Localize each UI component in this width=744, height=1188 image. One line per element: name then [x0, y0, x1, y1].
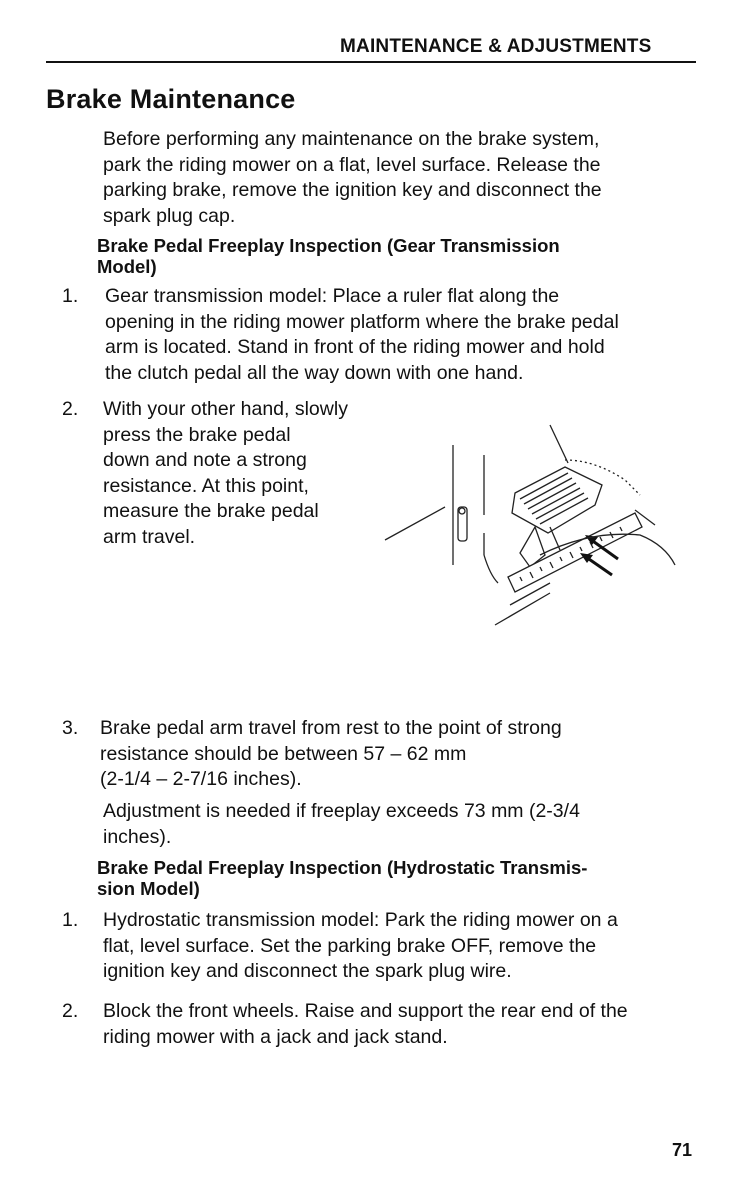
header-rule	[46, 61, 696, 63]
step-line: arm is located. Stand in front of the riding mower and hold	[105, 336, 605, 359]
gear-section-heading	[97, 235, 560, 277]
step-line: riding mower with a jack and jack stand.	[103, 1025, 448, 1048]
step-line: resistance. At this point,	[103, 474, 309, 497]
illus-leader-line	[550, 425, 568, 463]
step-line: the clutch pedal all the way down with one hand.	[105, 361, 524, 384]
hydro-step1-text	[103, 908, 618, 985]
heading-line: Model)	[97, 256, 157, 277]
gear-step1-text	[105, 284, 619, 386]
intro-line: park the riding mower on a flat, level surface. Release the	[103, 153, 601, 176]
step-line: With your other hand, slowly	[103, 398, 348, 420]
illus-rod-cap	[459, 508, 465, 514]
illus-ruler	[508, 513, 642, 592]
heading-line: Brake Pedal Freeplay Inspection (Gear Transmission	[97, 235, 560, 256]
step-line: Gear transmission model: Place a ruler flat along the	[105, 285, 560, 307]
gear-step3-note	[103, 799, 580, 850]
gear-step3-text	[100, 716, 562, 793]
gear-step3-number: 3.	[62, 717, 79, 739]
step-line: press the brake pedal	[103, 423, 291, 446]
heading-line: sion Model)	[97, 878, 200, 899]
step-line: measure the brake pedal	[103, 500, 319, 523]
step-line: resistance should be between 57 – 62 mm	[100, 742, 467, 765]
step-line: (2-1/4 – 2-7/16 inches).	[100, 768, 302, 791]
gear-step2-number: 2.	[62, 398, 79, 420]
step-line: Brake pedal arm travel from rest to the point of strong	[100, 717, 562, 739]
intro-line: Before performing any maintenance on the brake system,	[103, 128, 600, 150]
note-line: inches).	[103, 825, 172, 848]
hydro-step2-number: 2.	[62, 1000, 79, 1022]
step-line: flat, level surface. Set the parking brake OFF, remove the	[103, 934, 597, 957]
page-number: 71	[672, 1140, 693, 1160]
hydro-step2-text	[103, 999, 628, 1050]
note-line: Adjustment is needed if freeplay exceeds 73 mm (2-3/4	[103, 800, 580, 822]
illus-post-curve	[484, 555, 498, 583]
hydro-section-heading	[97, 857, 587, 899]
illus-pointer-line	[385, 507, 445, 540]
step-line: ignition key and disconnect the spark plug wire.	[103, 960, 512, 983]
section-header: MAINTENANCE & ADJUSTMENTS	[340, 36, 652, 57]
intro-line: spark plug cap.	[103, 204, 236, 227]
step-line: down and note a strong	[103, 449, 307, 472]
intro-paragraph	[103, 127, 602, 229]
page-title: Brake Maintenance	[46, 84, 296, 114]
gear-step1-number: 1.	[62, 285, 79, 307]
step-line: Block the front wheels. Raise and support the rear end of the	[103, 1000, 628, 1022]
intro-line: parking brake, remove the ignition key and disconnect the	[103, 179, 602, 202]
gear-step2-text	[103, 397, 348, 551]
step-line: arm travel.	[103, 525, 196, 548]
heading-line: Brake Pedal Freeplay Inspection (Hydrostatic Transmis-	[97, 857, 588, 878]
brake-pedal-ruler-illustration	[380, 415, 680, 645]
step-line: Hydrostatic transmission model: Park the riding mower on a	[103, 909, 618, 931]
step-line: opening in the riding mower platform where the brake pedal	[105, 310, 619, 333]
hydro-step1-number: 1.	[62, 909, 79, 931]
